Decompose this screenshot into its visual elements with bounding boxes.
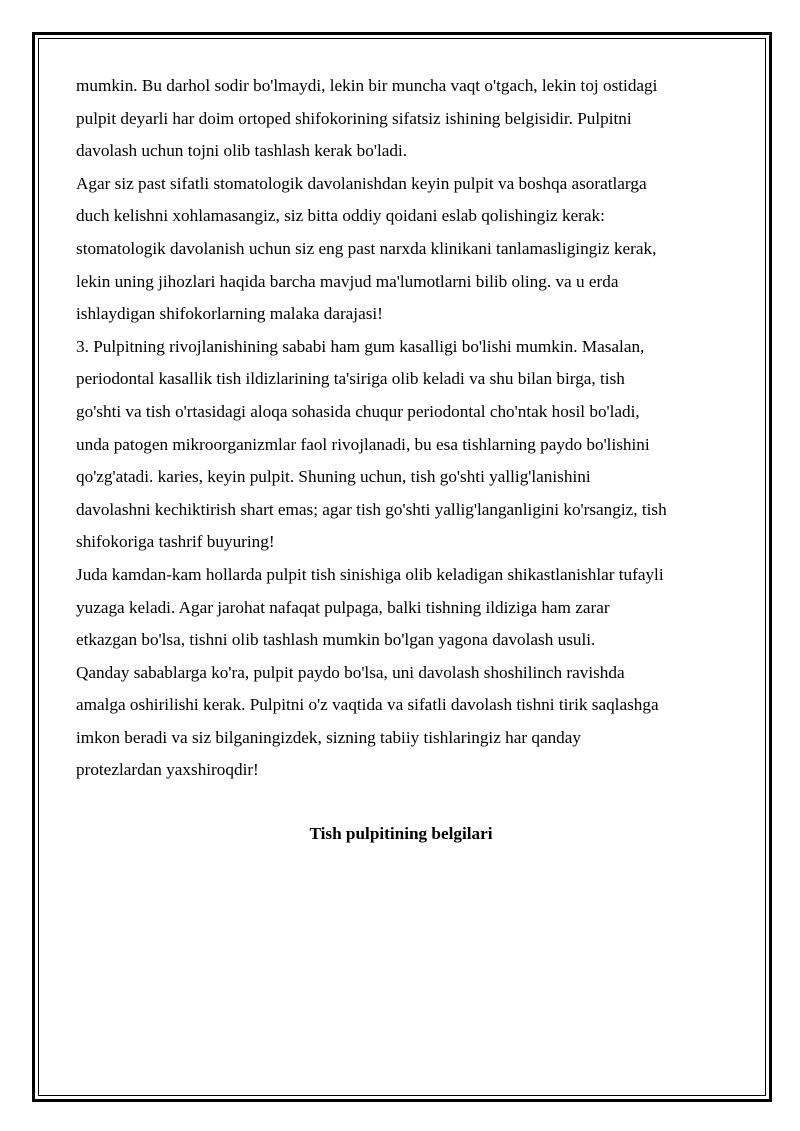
text-line: imkon beradi va siz bilganingizdek, sizning tabiiy tishlaringiz har qanday (76, 727, 581, 747)
text-line: yuzaga keladi. Agar jarohat nafaqat pulpaga, balki tishning ildiziga ham zarar (76, 597, 610, 617)
text-line: Agar siz past sifatli stomatologik davolanishdan keyin pulpit va boshqa asoratlarga (76, 173, 647, 193)
text-line: shifokoriga tashrif buyuring! (76, 532, 275, 552)
document-body (76, 70, 726, 787)
text-line: qo'zg'atadi. karies, keyin pulpit. Shuning uchun, tish go'shti yallig'lanishini (76, 467, 591, 487)
text-line: protezlardan yaxshiroqdir! (76, 760, 259, 780)
text-line: duch kelishni xohlamasangiz, siz bitta oddiy qoidani eslab qolishingiz kerak: (76, 206, 605, 226)
text-line: davolash uchun tojni olib tashlash kerak bo'ladi. (76, 141, 408, 161)
text-line: amalga oshirilishi kerak. Pulpitni o'z vaqtida va sifatli davolash tishni tirik saqlashga (76, 695, 659, 715)
text-line: unda patogen mikroorganizmlar faol rivojlanadi, bu esa tishlarning paydo bo'lishini (76, 434, 650, 454)
text-line: go'shti va tish o'rtasidagi aloqa sohasida chuqur periodontal cho'ntak hosil bo'ladi, (76, 401, 640, 421)
text-line: ishlaydigan shifokorlarning malaka darajasi! (76, 304, 383, 324)
text-line: 3. Pulpitning rivojlanishining sababi ham gum kasalligi bo'lishi mumkin. Masalan, (76, 336, 645, 356)
text-line: etkazgan bo'lsa, tishni olib tashlash mumkin bo'lgan yagona davolash usuli. (76, 630, 596, 650)
text-line: pulpit deyarli har doim ortoped shifokorining sifatsiz ishining belgisidir. Pulpitni (76, 108, 632, 128)
text-line: Qanday sabablarga ko'ra, pulpit paydo bo'lsa, uni davolash shoshilinch ravishda (76, 662, 625, 682)
text-line: lekin uning jihozlari haqida barcha mavjud ma'lumotlarni bilib oling. va u erda (76, 271, 619, 291)
text-line: Juda kamdan-kam hollarda pulpit tish sinishiga olib keladigan shikastlanishlar tufayli (76, 564, 664, 584)
text-line: mumkin. Bu darhol sodir bo'lmaydi, lekin bir muncha vaqt o'tgach, lekin toj ostidagi (76, 76, 658, 95)
text-line: stomatologik davolanish uchun siz eng past narxda klinikani tanlamasligingiz kerak, (76, 238, 657, 258)
section-heading: Tish pulpitining belgilari (309, 824, 493, 843)
text-line: periodontal kasallik tish ildizlarining ta'siriga olib keladi va shu bilan birga, tish (76, 369, 625, 389)
text-line: davolashni kechiktirish shart emas; agar tish go'shti yallig'langanligini ko'rsangiz, tish (76, 499, 667, 519)
